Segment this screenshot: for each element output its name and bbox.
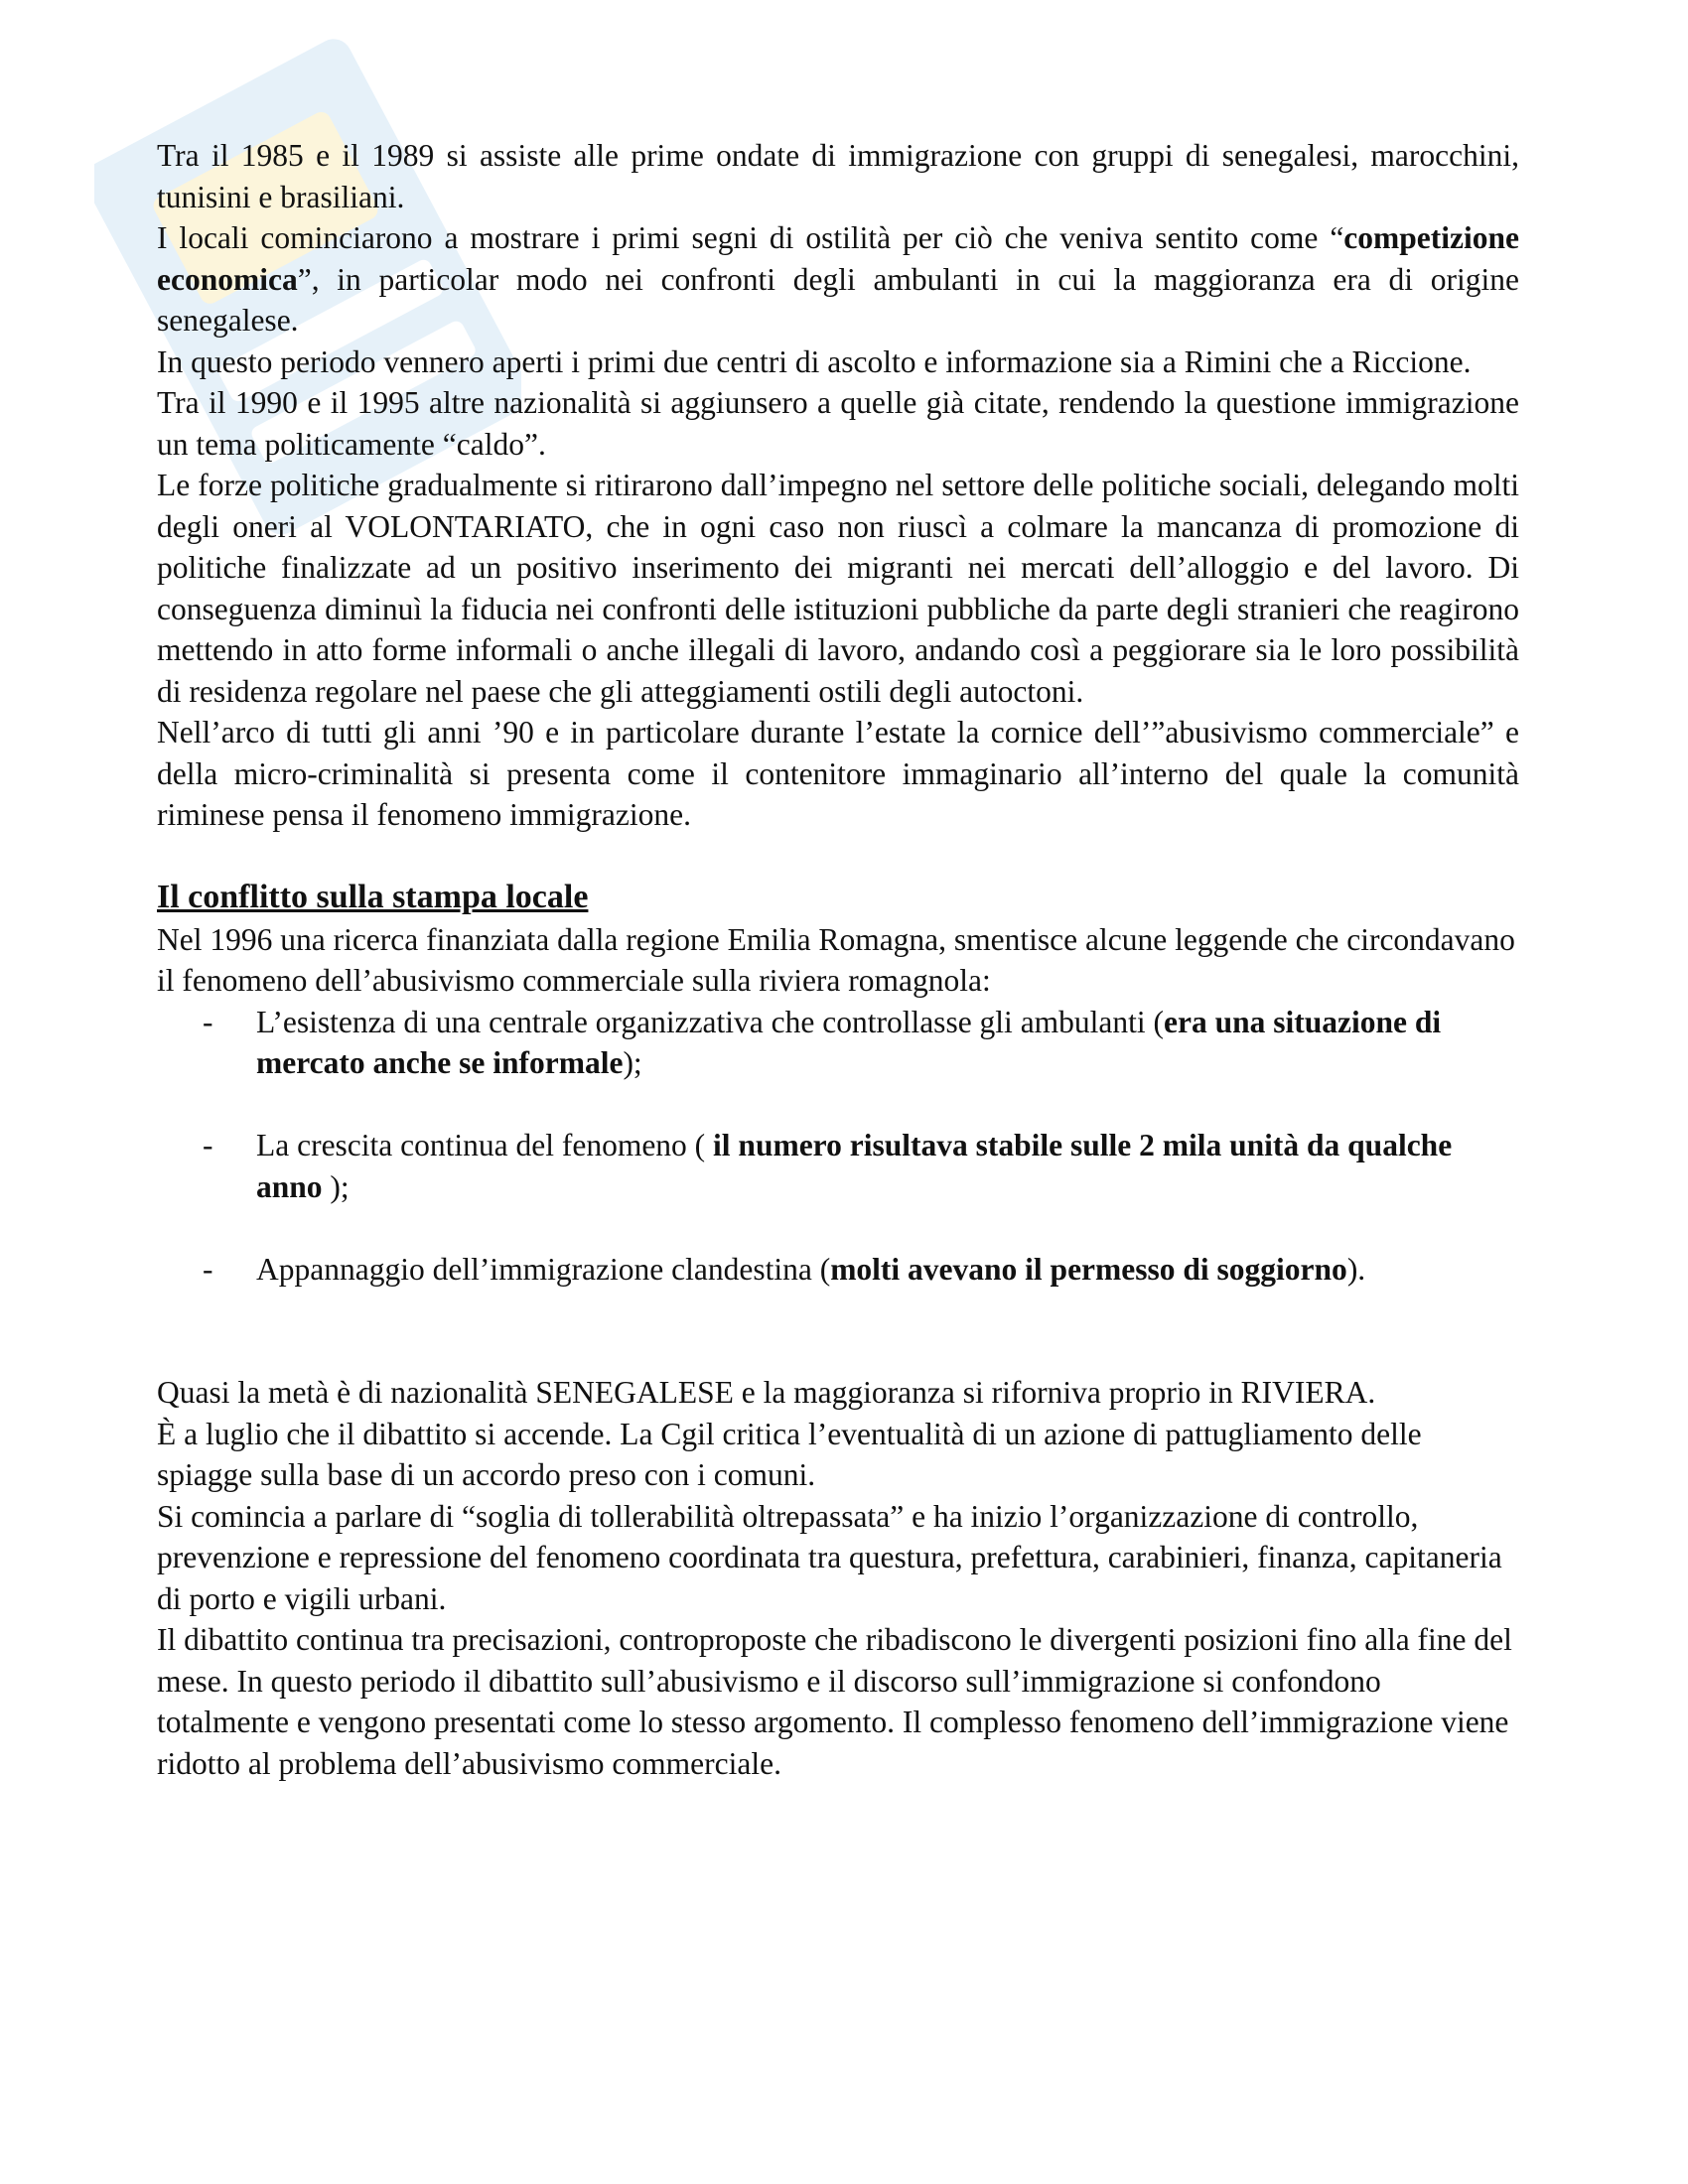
text: La crescita continua del fenomeno ( [256,1128,714,1162]
text: L’esistenza di una centrale organizzativa che controllasse gli ambulanti ( [256,1004,1165,1039]
paragraph: Tra il 1985 e il 1989 si assiste alle prime ondate di immigrazione con gruppi di senegalesi, marocchini, tunisini e brasiliani. [157,138,1519,214]
paragraph: Si comincia a parlare di “soglia di tollerabilità oltrepassata” e ha inizio l’organizzazione di controllo, prevenzione e repressione del fenomeno coordinata tra questura, prefettura, carabinieri, finanza, capitaneria di porto e vigili urbani. [157,1498,1502,1616]
text: ”, in particolar modo nei confronti degli ambulanti in cui la maggioranza era di origine senegalese. [157,261,1519,338]
bold-text: era una situazione di mercato anche se informale [256,1004,1442,1080]
bullet-dash: - [203,1004,213,1039]
text: I locali cominciarono a mostrare i primi segni di ostilità per ciò che veniva sentito come “ [157,220,1344,255]
paragraph: Le forze politiche gradualmente si ritirarono dall’impegno nel settore delle politiche sociali, delegando molti degli oneri al VOLONTARIATO, che in ogni caso non riuscì a colmare la mancanza di promozione di politiche finalizzate ad un positivo inserimento dei migranti nei mercati dell’alloggio e del lavoro. Di conseguenza diminuì la fiducia nei confronti delle istituzioni pubbliche da parte degli stranieri che reagirono mettendo in atto forme informali o anche illegali di lavoro, andando così a peggiorare sia le loro possibilità di residenza regolare nel paese che gli atteggiamenti ostili degli autoctoni. [157,468,1519,709]
bullet-dash: - [203,1128,213,1162]
intro-paragraph: Nel 1996 una ricerca finanziata dalla regione Emilia Romagna, smentisce alcune leggende che circondavano il fenomeno dell’abusivismo commerciale sulla riviera romagnola: [157,921,1515,998]
list-item [157,1249,1519,1291]
paragraph: È a luglio che il dibattito si accende. La Cgil critica l’eventualità di un azione di pattugliamento delle spiagge sulla base di un accordo preso con i comuni. [157,1416,1422,1492]
paragraph: Nell’arco di tutti gli anni ’90 e in particolare durante l’estate la cornice dell’”abusivismo commerciale” e della micro-criminalità si presenta come il contenitore immaginario all’interno del quale la comunità riminese pensa il fenomeno immigrazione. [157,715,1519,832]
document-page [157,135,1519,1784]
text: Appannaggio dell’immigrazione clandestina ( [256,1251,831,1287]
text: ). [1346,1251,1366,1287]
section-title: Il conflitto sulla stampa locale [157,878,589,915]
bullet-list [157,1002,1519,1291]
paragraph: Il dibattito continua tra precisazioni, controproposte che ribadiscono le divergenti posizioni fino alla fine del mese. In questo periodo il dibattito sull’abusivismo e il discorso sull’immigrazione si confondono totalmente e vengono presentati come lo stesso argomento. Il complesso fenomeno dell’immigrazione viene ridotto al problema dell’abusivismo commerciale. [157,1622,1512,1781]
paragraph: Tra il 1990 e il 1995 altre nazionalità si aggiunsero a quelle già citate, rendendo la questione immigrazione un tema politicamente “caldo”. [157,385,1519,462]
bold-text: il numero risultava stabile sulle 2 mila unità da qualche anno [256,1128,1453,1204]
text: ); [623,1045,642,1080]
list-item [157,1002,1519,1084]
spacer [157,1290,1519,1372]
bullet-dash: - [203,1251,213,1287]
list-item [157,1125,1519,1207]
bold-text: molti avevano il permesso di soggiorno [830,1251,1347,1287]
paragraph [157,217,1519,341]
paragraph: In questo periodo vennero aperti i primi due centri di ascolto e informazione sia a Rimini che a Riccione. [157,343,1472,379]
text: ); [322,1168,350,1204]
paragraph: Quasi la metà è di nazionalità SENEGALESE e la maggioranza si riforniva proprio in RIVIERA. [157,1375,1376,1410]
bold-text: competizione economica [157,220,1519,297]
